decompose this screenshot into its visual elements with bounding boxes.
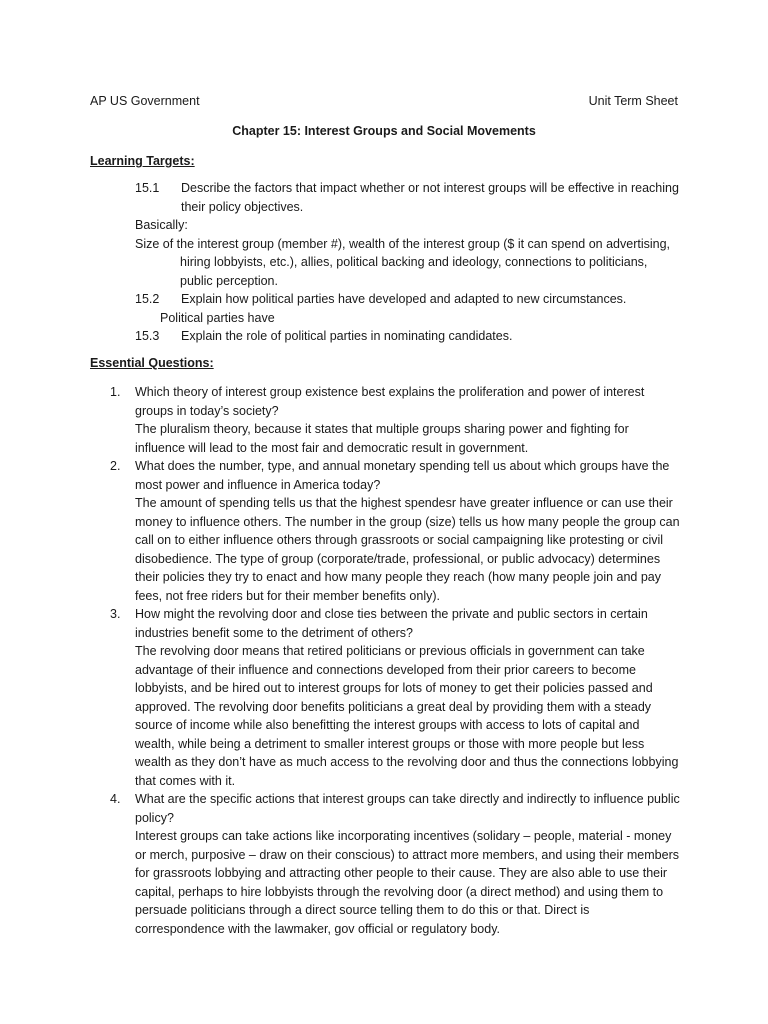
target-15-3: [135, 327, 680, 346]
basically-label: Basically:: [135, 218, 188, 232]
target-number: 15.2: [135, 292, 160, 306]
learning-targets-heading: Learning Targets:: [90, 154, 195, 168]
question-item: [90, 457, 680, 605]
target-text: Explain the role of political parties in nominating candidates.: [181, 329, 513, 343]
target-15-1: [135, 179, 680, 216]
question-number: 3.: [110, 607, 121, 621]
question-item: [90, 790, 680, 938]
size-factors-text: Size of the interest group (member #), wealth of the interest group ($ it can spend on advertising, hiring lobbyists, etc.), allies, political backing and ideology, connections to politicians, public perception.: [135, 236, 671, 288]
question-number: 4.: [110, 792, 121, 806]
sheet-type: Unit Term Sheet: [588, 94, 678, 108]
answer-text: The amount of spending tells us that the highest spendesr have greater influence or can use their money to influence others. The number in the group (size) tells us how many people the group can call on to either influence others through grassroots or social campaigning like protesting or civil disobedience. The type of group (corporate/trade, professional, or public advocacy) determines their policies they try to enact and how many people they reach (how many people join and pay fees, not free riders but for their member benefits only).: [135, 496, 680, 603]
question-item: [90, 383, 680, 457]
target-number: 15.3: [135, 329, 160, 343]
page-header: [90, 92, 678, 111]
essential-questions-list: [90, 383, 680, 938]
course-name: AP US Government: [90, 94, 200, 108]
learning-targets-list: [135, 179, 680, 346]
target-text: Describe the factors that impact whether or not interest groups will be effective in reaching their policy objectives.: [181, 181, 679, 214]
target-number: 15.1: [135, 181, 160, 195]
question-text: What does the number, type, and annual monetary spending tell us about which groups have the most power and influence in America today?: [135, 459, 670, 492]
essential-questions-heading: Essential Questions:: [90, 356, 214, 370]
answer-text: The revolving door means that retired politicians or previous officials in government can take advantage of their influence and connections developed from their prior careers to become lobbyists, and be hired out to interest groups for lots of money to get their policies passed and approved. The revolving door benefits politicians a great deal by providing them with a steady source of income while also benefitting the interest groups with access to lots of capital and wealth, while being a detriment to smaller interest groups or those with more people but less wealth as they don’t have as much access to the revolving door and thus the connections lobbying that comes with it.: [135, 644, 679, 788]
question-text: Which theory of interest group existence best explains the proliferation and power of interest groups in today’s society?: [135, 385, 645, 418]
target-15-2: [135, 290, 680, 309]
question-item: [90, 605, 680, 790]
target-text: Explain how political parties have developed and adapted to new circumstances.: [181, 292, 627, 306]
question-number: 2.: [110, 459, 121, 473]
question-number: 1.: [110, 385, 121, 399]
question-text: How might the revolving door and close ties between the private and public sectors in certain industries benefit some to the detriment of others?: [135, 607, 648, 640]
chapter-title: Chapter 15: Interest Groups and Social Movements: [232, 124, 536, 138]
question-text: What are the specific actions that interest groups can take directly and indirectly to influence public policy?: [135, 792, 680, 825]
answer-text: Interest groups can take actions like incorporating incentives (solidary – people, material - money or merch, purposive – draw on their conscious) to attract more members, and using their members for grassroots lobbying and attracting other people to their cause. They are also able to use their capital, perhaps to hire lobbyists through the revolving door (a direct method) and using them to persuade politicians through a direct source telling them to do this or that. Direct is correspondence with the lawmaker, gov official or regulatory body.: [135, 829, 679, 936]
answer-text: The pluralism theory, because it states that multiple groups sharing power and fighting for influence will lead to the most fair and democratic result in government.: [135, 422, 629, 455]
political-parties-note: Political parties have: [160, 310, 275, 325]
